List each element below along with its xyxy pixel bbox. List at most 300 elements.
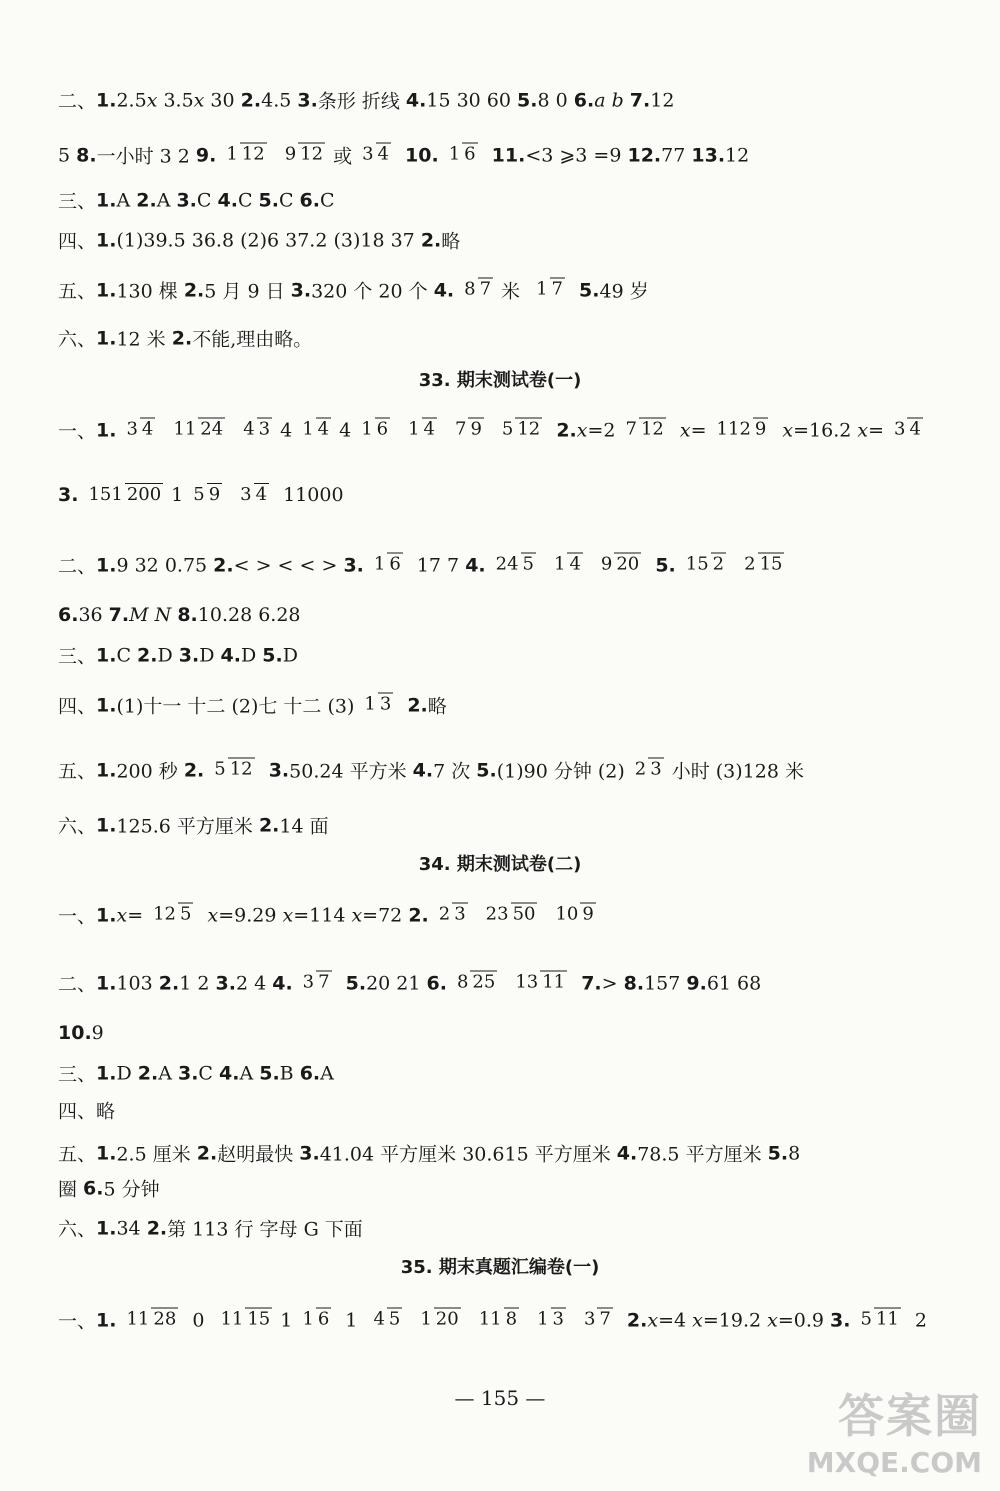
fraction-numerator: 3 [894,418,906,440]
variable: x [857,419,869,441]
fraction-numerator: 112 [716,418,751,440]
fraction [484,903,538,925]
answer-text: 六、 [58,328,97,351]
fraction [124,418,155,440]
item-number: 2. [171,327,193,349]
variable: x [782,419,794,441]
fraction-numerator: 12 [153,903,177,925]
variable: x [193,89,205,111]
fraction-denominator: 20 [616,553,640,575]
fraction-denominator: 3 [650,758,662,780]
fraction-numerator: 1 [302,418,314,440]
variable: N [154,604,172,626]
fraction-denominator: 4 [909,418,921,440]
item-number: 6. [299,1062,321,1084]
answer-text: D [282,644,298,666]
item-number: 2. [240,89,262,111]
item-number: 6. [299,189,320,211]
fraction [124,1308,178,1330]
answer-text: 12 [725,144,750,166]
answer-text: = [127,904,144,926]
item-number: 12. [627,144,662,166]
fraction-denominator: 12 [640,418,664,440]
fraction-numerator: 2 [634,758,647,780]
item-number: 1. [96,972,117,994]
variable: a [594,89,606,111]
item-number: 4. [220,644,241,666]
answer-text: 1 [339,1309,364,1331]
fraction-numerator: 1 [373,553,386,575]
fraction [582,1308,613,1330]
watermark-url: MXQE.COM [806,1446,982,1479]
fraction-denominator: 4 [141,418,154,440]
fraction-numerator: 7 [455,418,467,440]
fraction [218,1308,272,1330]
item-number: 5. [767,1142,789,1164]
item-number: 3. [830,1309,851,1331]
answer-text: 17 7 [410,554,466,576]
item-number: 1. [96,1142,117,1164]
answer-line [58,812,960,839]
fraction-numerator: 3 [302,971,315,993]
answer-text: 三、 [58,1063,97,1086]
answer-text: =19.2 [702,1309,768,1331]
item-number: 3. [58,484,79,506]
answer-text: 1 [171,484,184,506]
fraction-numerator: 1 [408,418,420,440]
answer-line [58,902,960,929]
item-number: 6. [58,604,79,626]
item-number: 6. [573,89,595,111]
item-number: 4. [405,89,427,111]
item-number: 2. [158,972,180,994]
answer-text: A [158,1062,178,1084]
answer-text: D [116,1062,138,1084]
fraction-numerator: 5 [214,758,226,780]
item-number: 2. [136,189,157,211]
item-number: 2. [183,279,205,301]
fraction-numerator: 1 [537,1308,549,1330]
fraction-numerator: 1 [364,693,376,715]
fraction-numerator: 1 [448,143,461,165]
answer-text: 1 [280,1309,293,1331]
fraction [599,553,641,575]
fraction-denominator: 12 [229,758,253,780]
answer-text: 一、 [58,905,97,928]
item-number: 1. [96,89,117,111]
fraction [437,903,468,925]
answer-text: A [116,189,137,211]
section-heading: 33. 期末测试卷(一) [418,370,582,391]
item-number: 1. [96,189,117,211]
answer-text: 二、 [58,973,97,996]
answer-text: 78.5 平方厘米 [637,1143,768,1166]
fraction [552,553,583,575]
fraction [212,758,254,780]
item-number: 8. [623,972,645,994]
fraction-numerator: 11 [220,1308,244,1330]
fraction [553,903,595,925]
fraction [359,418,390,440]
answer-text: 103 [116,972,159,994]
answer-text: (1)39.5 36.8 (2)6 37.2 (3)18 37 [116,229,421,251]
item-number: 1. [96,1217,117,1239]
item-number: 1. [96,1062,117,1084]
item-number: 3. [215,972,236,994]
answer-text: 赵明最快 [217,1143,300,1166]
fraction-denominator: 4 [255,483,268,505]
answer-text: 36 [78,604,109,626]
fraction [283,143,325,165]
fraction [477,1308,519,1330]
answer-text: 5 月 9 日 [204,280,291,303]
answer-text: 0 [186,1309,211,1331]
section-heading: 34. 期末测试卷(二) [418,854,582,875]
answer-text: =4 [658,1309,693,1331]
variable: x [576,419,588,441]
item-number: 2. [556,419,577,441]
variable: b [611,89,624,111]
answer-text: 157 [644,972,687,994]
item-number: 5. [655,554,676,576]
fraction-denominator: 4 [569,553,581,575]
fraction [191,483,222,505]
fraction-denominator: 9 [470,418,482,440]
fraction-denominator: 9 [208,483,221,505]
fraction-numerator: 15 [685,553,709,575]
fraction-numerator: 8 [464,278,476,300]
fraction [494,553,536,575]
answer-text: <3 ⩾3 =9 [525,144,628,166]
answer-text: 200 秒 [116,760,184,783]
fraction-numerator: 24 [495,553,519,575]
fraction-numerator: 2 [438,903,451,925]
fraction [513,971,567,993]
answer-line [58,142,960,169]
item-number: 7. [629,89,651,111]
answer-text: A [156,189,177,211]
item-number: 4. [412,759,434,781]
answer-text: 五、 [58,1143,97,1166]
answer-line [58,187,960,214]
fraction-numerator: 11 [126,1308,150,1330]
fraction [224,143,266,165]
item-number: 2. [258,814,280,836]
answer-line [58,277,960,304]
variable: x [692,1309,703,1331]
item-number: 5. [258,189,279,211]
answer-text: (1)90 分钟 (2) [496,760,625,783]
item-number: 3. [178,644,200,666]
item-number: 10. [405,144,439,166]
answer-text: = [690,419,707,441]
variable: M [129,604,149,626]
fraction-numerator: 10 [555,903,579,925]
answer-text: 略 [427,695,447,718]
fraction [360,143,391,165]
answer-line [58,484,960,506]
fraction-denominator: 7 [599,1308,611,1330]
answer-text: 3.5 [157,89,194,111]
fraction-numerator: 1 [226,143,238,165]
fraction-numerator: 1 [302,1308,314,1330]
item-number: 6. [426,972,447,994]
fraction-denominator: 6 [389,553,401,575]
item-number: 3. [290,279,312,301]
answer-text: 49 岁 [599,280,649,303]
fraction [534,278,565,300]
answer-line [58,692,960,719]
fraction [742,553,784,575]
fraction-denominator: 6 [376,418,389,440]
item-number: 1. [96,419,117,441]
fraction [241,418,272,440]
answer-text: 4 [339,419,352,441]
item-number: 1. [96,814,117,836]
item-number: 2. [626,1309,648,1331]
fraction-denominator: 24 [200,418,224,440]
answer-text: 14 面 [279,815,329,838]
item-number: 4. [616,1142,638,1164]
answer-text: C [237,189,259,211]
answer-text: 77 [661,144,692,166]
fraction [892,418,923,440]
answer-text: C [278,189,300,211]
answer-text: 略 [441,230,461,253]
fraction [624,418,666,440]
answer-text: =2 [587,419,616,441]
answer-text: 一、 [58,1310,97,1333]
fraction-denominator: 4 [317,418,330,440]
fraction [535,1308,566,1330]
answer-text: 15 30 60 [426,89,518,111]
section-heading: 35. 期末真题汇编卷(一) [400,1257,600,1278]
variable: x [207,904,219,926]
watermark [807,1380,982,1479]
item-number: 4. [219,1062,240,1084]
fraction-numerator: 4 [243,418,255,440]
answer-text: 7 次 [433,760,477,783]
item-number: 4. [272,972,293,994]
answer-text: 四、 [58,695,97,718]
fraction [301,971,332,993]
answer-text: 三、 [58,190,97,213]
item-number: 9. [686,972,707,994]
fraction-numerator: 1 [361,418,373,440]
fraction-denominator: 11 [875,1308,899,1330]
fraction-denominator: 2 [712,553,725,575]
fraction-denominator: 15 [759,553,783,575]
answer-text: 条形 折线 [317,90,406,113]
fraction-denominator: 20 [435,1308,459,1330]
item-number: 1. [96,229,117,251]
item-number: 2. [137,644,158,666]
answer-text: 1 2 [179,972,216,994]
answer-text: 三、 [58,645,97,668]
fraction-denominator: 8 [505,1308,518,1330]
answer-text: = [868,419,885,441]
fraction [372,553,403,575]
fraction-numerator: 11 [478,1308,502,1330]
item-number: 4. [217,189,238,211]
fraction-numerator: 9 [284,143,297,165]
answer-text: 四、 [58,230,97,253]
answer-text: =0.9 [777,1309,831,1331]
answer-text: 320 个 20 个 [311,280,434,303]
fraction-numerator: 5 [193,483,205,505]
answer-line [58,757,960,784]
answer-line [58,552,960,579]
item-number: 10. [58,1022,92,1044]
answer-text: 61 68 [706,972,762,994]
fraction [300,1308,331,1330]
answer-text: C [198,1062,219,1084]
fraction [684,553,726,575]
fraction-denominator: 6 [464,143,476,165]
answer-text: 34 [116,1217,147,1239]
fraction-denominator: 3 [454,903,466,925]
fraction-numerator: 4 [373,1308,385,1330]
fraction [151,903,193,925]
answer-text: < > < < > [233,554,344,576]
answer-text: 4 [280,419,293,441]
fraction-denominator: 15 [247,1308,271,1330]
answer-text: 四、略 [58,1100,116,1123]
answer-line [58,642,960,669]
answer-text: 二、 [58,90,97,113]
item-number: 1. [96,554,117,576]
answer-text: 五、 [58,760,97,783]
answer-text: 20 21 [366,972,427,994]
answer-text: 12 [650,89,675,111]
fraction-denominator: 5 [180,903,192,925]
fraction-numerator: 5 [860,1308,872,1330]
item-number: 2. [420,229,442,251]
fraction-denominator: 5 [388,1308,401,1330]
answer-text: 9 [91,1022,104,1044]
fraction-denominator: 4 [423,418,435,440]
item-number: 8. [177,604,198,626]
item-number: 3. [176,189,197,211]
answer-text: 11000 [277,484,344,506]
variable: x [767,1309,778,1331]
item-number: 2. [137,1062,159,1084]
answer-line [58,417,960,444]
item-number: 5. [259,1062,280,1084]
item-number: 5. [345,972,367,994]
fraction-denominator: 11 [542,971,566,993]
answer-line [58,1307,960,1334]
fraction [447,143,478,165]
answer-text: 12 米 [116,328,172,351]
answer-line [58,970,960,997]
answer-text: 50.24 平方米 [289,760,413,783]
fraction-denominator: 12 [517,418,541,440]
answer-text: 30 [204,89,241,111]
answer-text: C [116,644,138,666]
fraction-numerator: 7 [625,418,637,440]
answer-line [58,1215,960,1242]
answer-text: 2 4 [235,972,273,994]
fraction-denominator: 9 [582,903,594,925]
item-number: 7. [108,604,130,626]
fraction [453,418,484,440]
item-number: 3. [343,554,364,576]
item-number: 3. [297,89,318,111]
fraction-numerator: 3 [583,1308,596,1330]
item-number: 7. [581,972,602,994]
item-number: 1. [96,1309,117,1331]
fraction-numerator: 8 [456,971,469,993]
item-number: 5. [579,279,600,301]
answer-text: 一、 [58,420,97,443]
item-number: 4. [433,279,455,301]
item-number: 2. [196,1142,218,1164]
variable: x [679,419,691,441]
item-number: 8. [76,144,97,166]
fraction-numerator: 3 [126,418,138,440]
fraction-numerator: 5 [501,418,514,440]
answer-text: D [199,644,221,666]
item-number: 5. [476,759,497,781]
answer-text: =9.29 [218,904,283,926]
fraction-denominator: 7 [318,971,330,993]
answer-text: 二、 [58,555,97,578]
answer-text: C [320,189,335,211]
answer-text: 8 0 [537,89,574,111]
fraction [462,278,493,300]
answer-text: D [240,644,263,666]
fraction-numerator: 2 [744,553,756,575]
item-number: 1. [96,694,117,716]
item-number: 1. [96,327,117,349]
answer-text: 8 [788,1142,801,1164]
fraction-denominator: 6 [317,1308,330,1330]
item-number: 1. [96,904,117,926]
fraction [171,418,225,440]
item-number: 4. [465,554,486,576]
answer-text: 六、 [58,815,97,838]
item-number: 1. [96,759,117,781]
answer-text: 或 [333,145,353,168]
fraction-denominator: 9 [754,418,767,440]
fraction-numerator: 13 [515,971,539,993]
answer-line [58,1022,960,1044]
item-number: 3. [299,1142,320,1164]
item-number: 9. [195,144,217,166]
item-number: 2. [408,904,429,926]
answer-text: 130 棵 [116,280,184,303]
fraction-denominator: 7 [479,278,492,300]
item-number: 3. [268,759,290,781]
item-number: 11. [491,144,526,166]
fraction [418,1308,460,1330]
variable: x [282,904,294,926]
fraction-numerator: 1 [420,1308,432,1330]
watermark-logo: 答案圈 [838,1389,982,1443]
answer-line [58,325,960,352]
answer-text: 125.6 平方厘米 [116,815,259,838]
fraction-denominator: 3 [552,1308,564,1330]
answer-text: 41.04 平方厘米 30.615 平方厘米 [319,1143,617,1166]
answer-text: 4.5 [261,89,298,111]
fraction [715,418,769,440]
fraction [633,758,664,780]
fraction-denominator: 25 [472,971,496,993]
item-number: 1. [96,279,117,301]
answer-line [58,1175,960,1202]
answer-text: 六、 [58,1218,97,1241]
